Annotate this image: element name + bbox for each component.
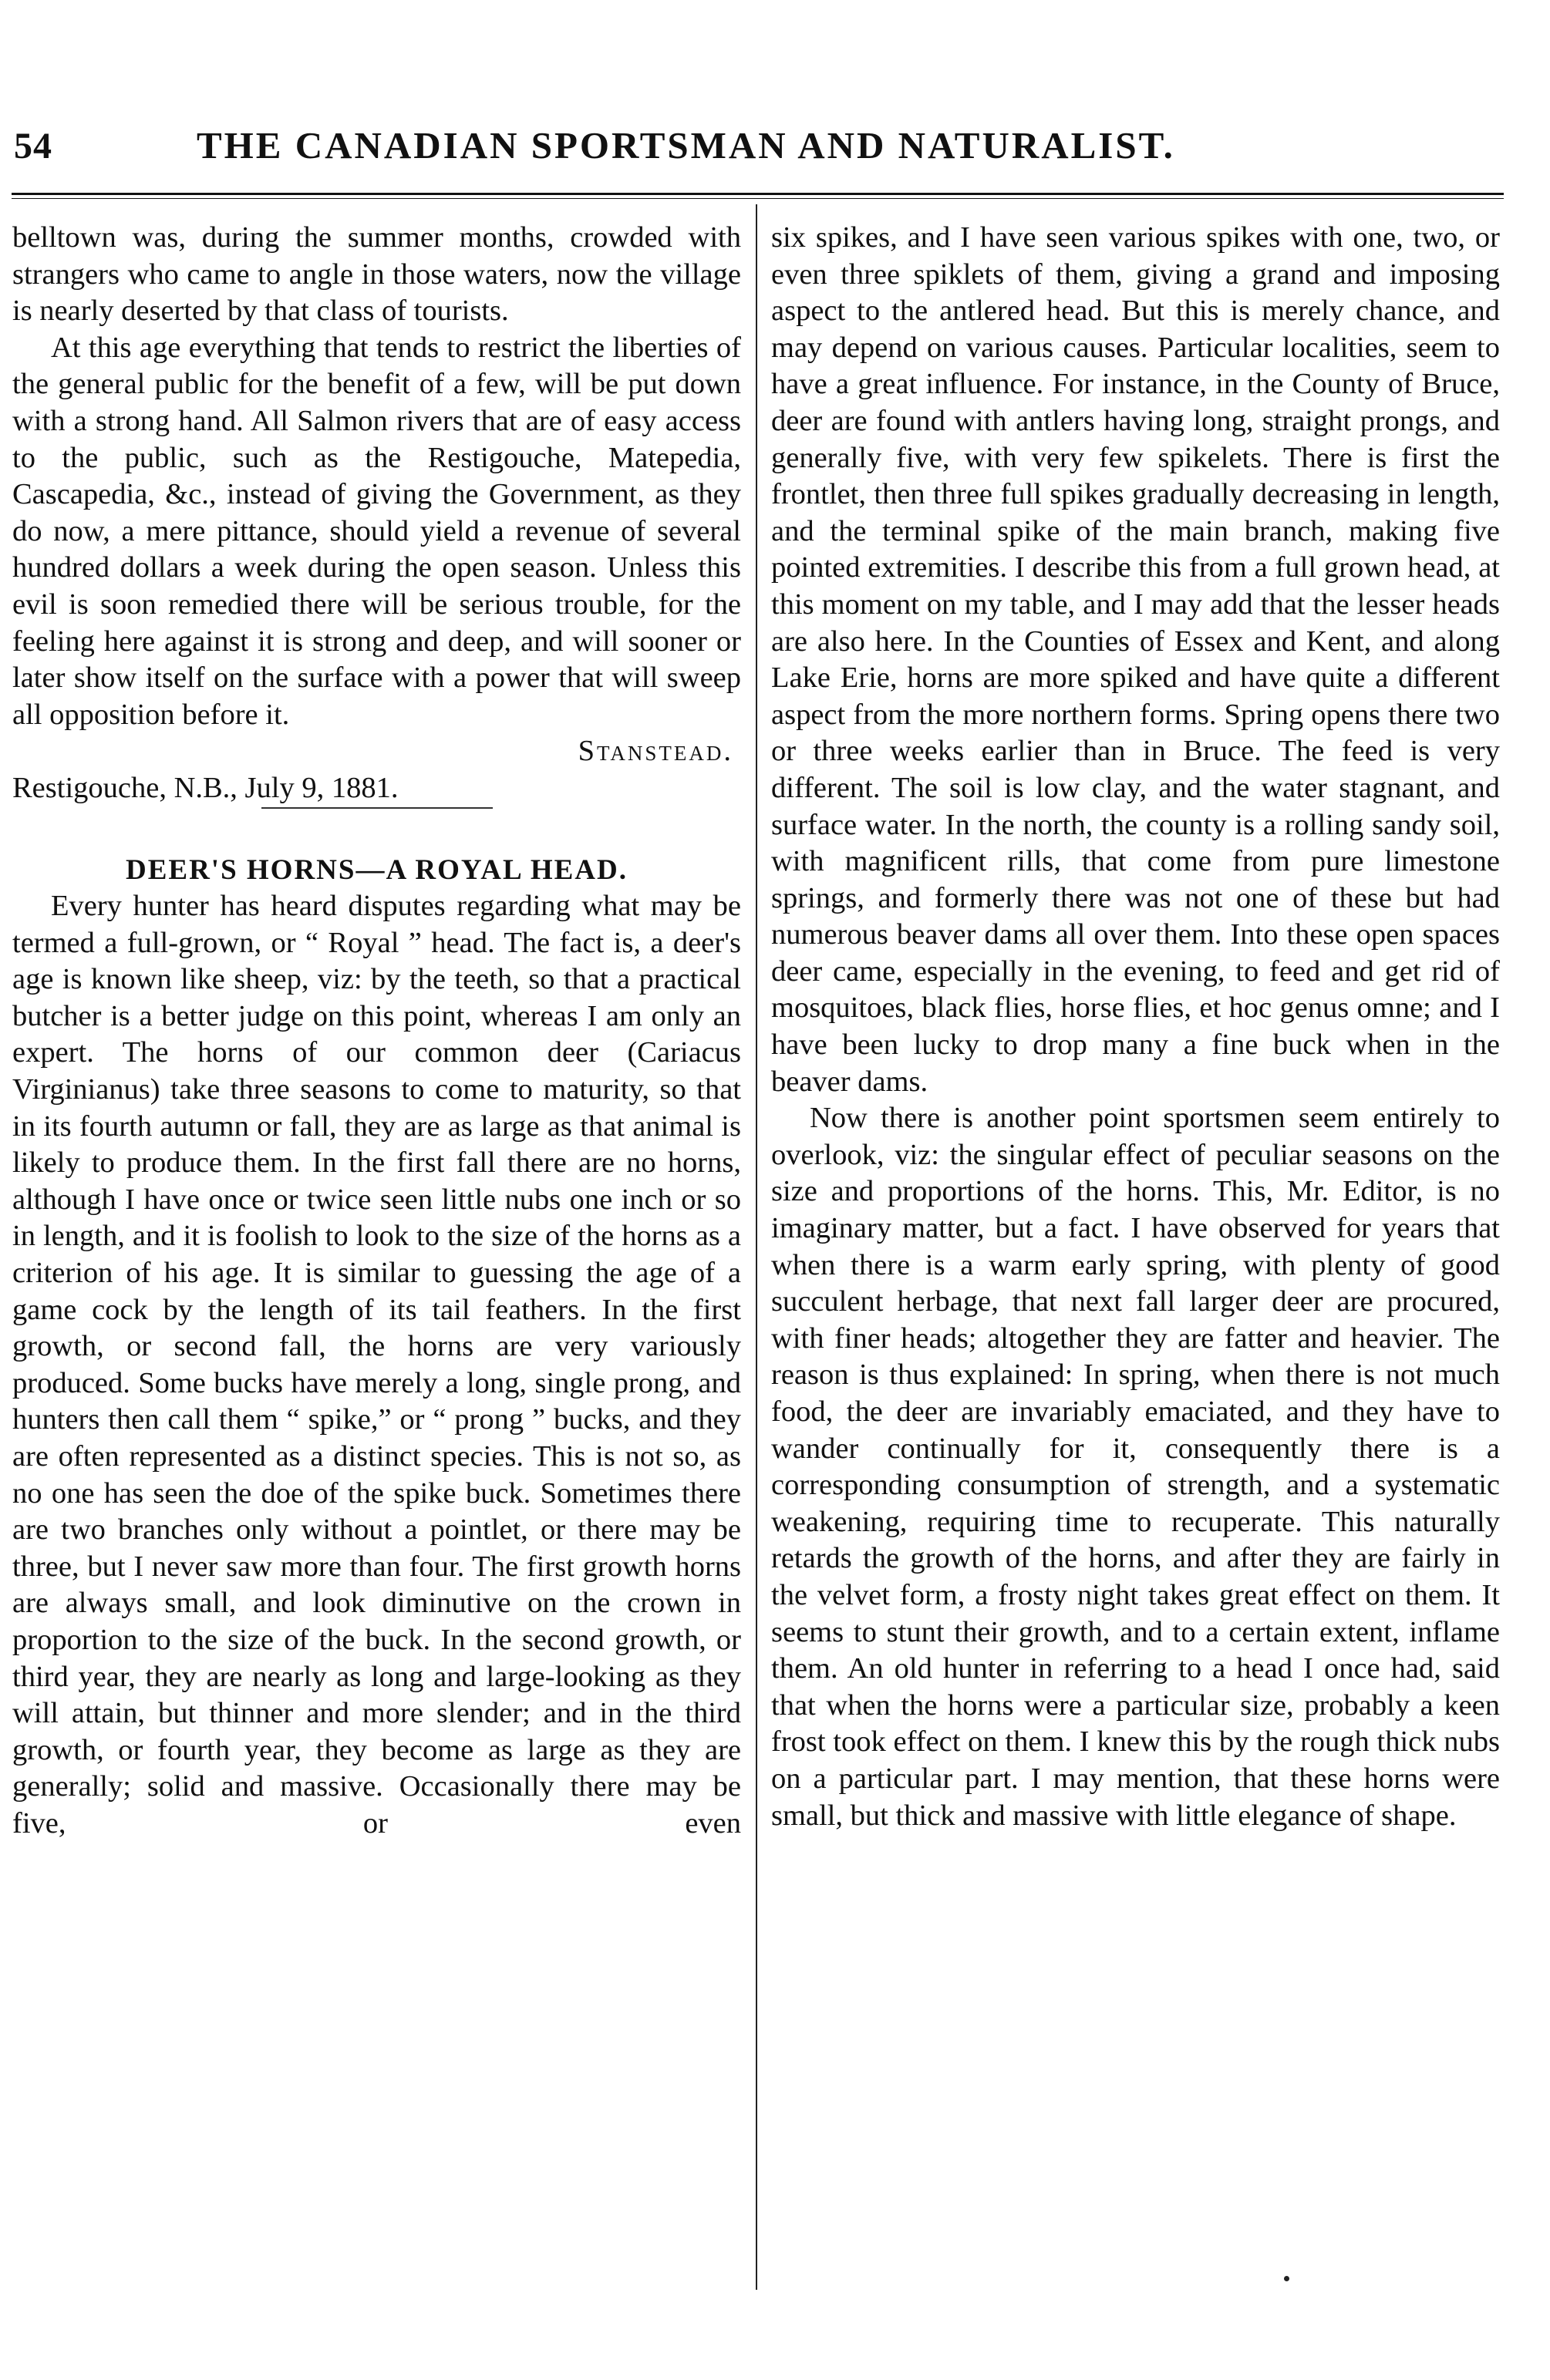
section-divider xyxy=(261,807,493,809)
paragraph: Every hunter has heard disputes regarding what may be termed a full-grown, or “ Royal ” head. The fact is, a deer's age is known like sheep, viz: by the teeth, so that a practical butcher is a better judge on this point, whereas I am only an expert. The horns of our common deer (Cariacus Virginianus) take three seasons to come to maturity, so that in its fourth autumn or fall, they are as large as that animal is likely to produce them. In the first fall there are no horns, although I have once or twice seen little nubs one inch or so in length, and it is foolish to look to the size of the horns as a criterion of his age. It is similar to guessing the age of a game cock by the length of its tail feathers. In the first growth, or second fall, the horns are very variously produced. Some bucks have merely a long, single prong, and hunters then call them “ spike,” or “ prong ” bucks, and they are often represented as a distinct species. This is not so, as no one has seen the doe of the spike buck. Sometimes there are two branches only without a pointlet, or there may be three, but I never saw more than four. The first growth horns are always small, and look diminutive on the crown in proportion to the size of the buck. In the second growth, or third year, they are nearly as long and large-looking as they will attain, but thinner and more slender; and in the third growth, or fourth year, they become as large as they are generally; solid and massive. Occasionally there may be five, or even xyxy=(12,890,741,1840)
paragraph: six spikes, and I have seen various spikes with one, two, or even three spiklets of them, giving a grand and imposing aspect to the antlered head. But this is merely chance, and may depend on various causes. Particular localities, seem to have a great influence. For instance, in the County of Bruce, deer are found with antlers having long, straight prongs, and generally five, with very few spikelets. There is first the frontlet, then three full spikes gradually decreasing in length, and the terminal spike of the main branch, making five pointed extremities. I describe this from a full grown head, at this moment on my table, and I may add that the lesser heads are also here. In the Counties of Essex and Kent, and along Lake Erie, horns are more spiked and have quite a different aspect from the more northern forms. Spring opens there two or three weeks earlier than in Bruce. The feed is very different. The soil is low clay, and the water stagnant, and surface water. In the north, the county is a rolling sandy soil, with magnificent rills, that come from pure limestone springs, and formerly there was not one of these but had numerous beaver dams all over them. Into these open spaces deer came, especially in the evening, to feed and get rid of mosquitoes, black flies, horse flies, et hoc genus omne; and I have been lucky to drop many a fine buck when in the beaver dams. xyxy=(771,221,1500,1098)
right-column xyxy=(771,220,1500,1834)
author-signature: Stanstead. xyxy=(578,735,733,768)
running-title: THE CANADIAN SPORTSMAN AND NATURALIST. xyxy=(197,124,1175,167)
column-divider xyxy=(756,204,757,2290)
dateline: Restigouche, N.B., July 9, 1881. xyxy=(12,771,399,804)
printer-mark xyxy=(1284,2276,1289,2281)
left-column xyxy=(12,220,741,1843)
page-header xyxy=(0,116,1550,177)
paragraph: belltown was, during the summer months, crowded with strangers who came to angle in those waters, now the village is nearly deserted by that class of tourists. xyxy=(12,221,741,328)
page-number: 54 xyxy=(14,126,52,167)
paragraph: Now there is another point sportsmen seem entirely to overlook, viz: the singular effect of peculiar seasons on the size and proportions of the horns. This, Mr. Editor, is no imaginary matter, but a fact. I have observed for years that when there is a warm early spring, with plenty of good succulent herbage, that next fall larger deer are procured, with finer heads; altogether they are fatter and heavier. The reason is thus explained: In spring, when there is not much food, the deer are invariably emaciated, and they have to wander continually for it, consequently there is a corresponding consumption of strength, and a systematic weakening, requiring time to recuperate. This naturally retards the growth of the horns, and after they are fairly in the velvet form, a frosty night takes great effect on them. It seems to stunt their growth, and to a certain extent, inflame them. An old hunter in referring to a head I once had, said that when the horns were a particular size, probably a keen frost took effect on them. I knew this by the rough thick nubs on a particular part. I may mention, that these horns were small, but thick and massive with little elegance of shape. xyxy=(771,1102,1500,1832)
paragraph: At this age everything that tends to restrict the liberties of the general public for the benefit of a few, will be put down with a strong hand. All Salmon rivers that are of easy access to the public, such as the Restigouche, Matepedia, Cascapedia, &c., instead of giving the Government, as they do now, a mere pittance, should yield a revenue of several hundred dollars a week during the open season. Unless this evil is soon remedied there will be serious trouble, for the feeling here against it is strong and deep, and will sooner or later show itself on the surface with a power that will sweep all opposition before it. xyxy=(12,331,741,731)
header-rule xyxy=(12,193,1504,195)
section-heading: DEER'S HORNS—A ROYAL HEAD. xyxy=(126,853,628,886)
header-rule-thin xyxy=(12,198,1504,199)
